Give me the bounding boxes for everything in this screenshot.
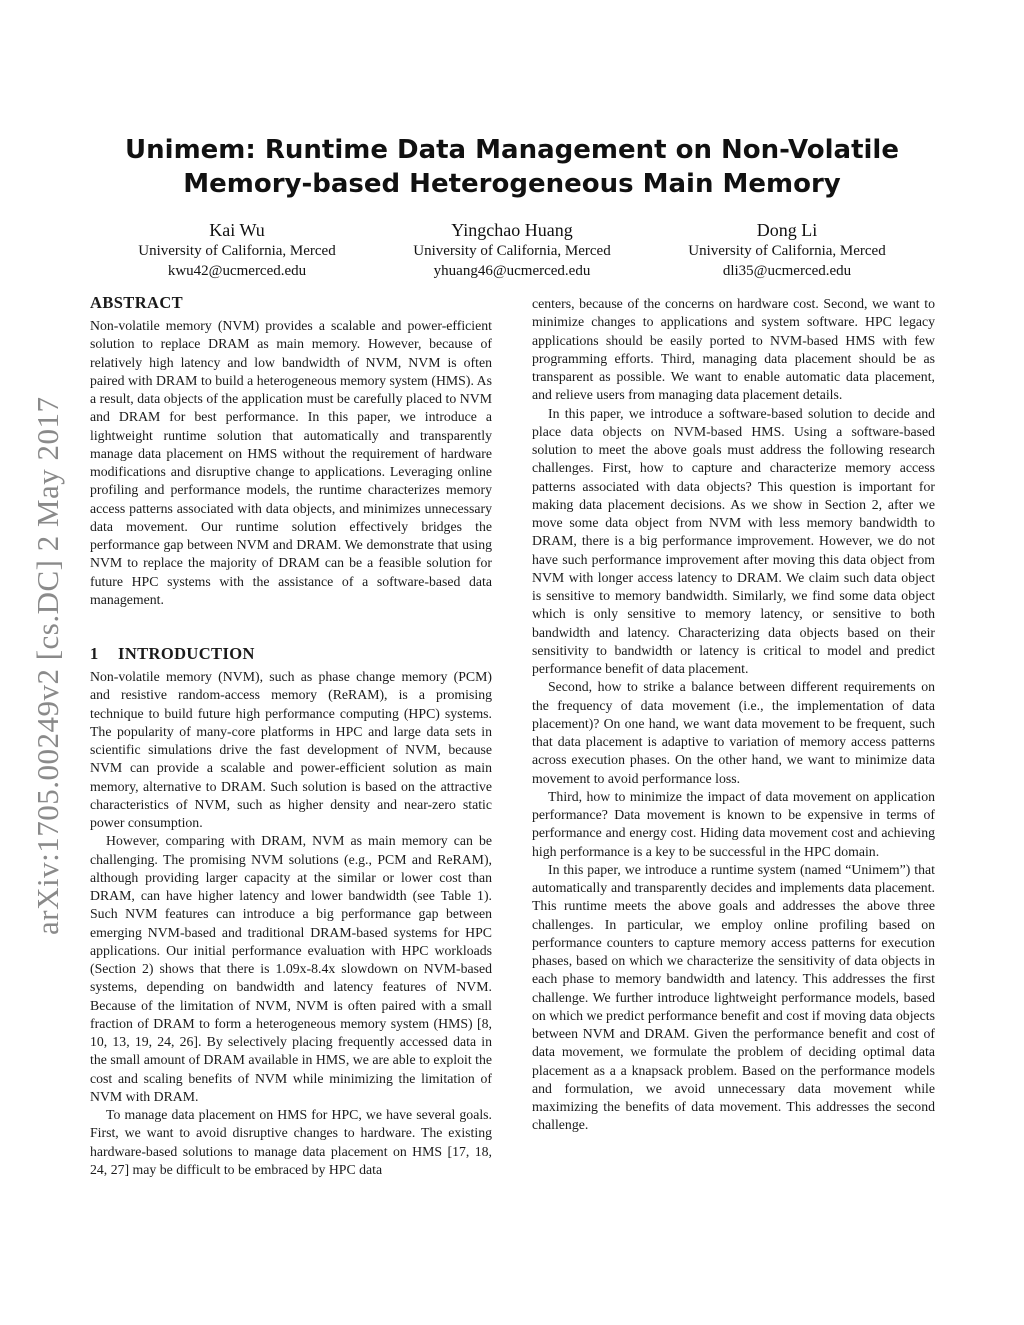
author-name: Dong Li xyxy=(756,220,818,240)
author-affiliation: University of California, Merced xyxy=(413,243,611,259)
author-affiliation: University of California, Merced xyxy=(688,243,886,259)
right-column xyxy=(532,295,935,1135)
title-line-2: Memory-based Heterogeneous Main Memory xyxy=(183,169,841,199)
author-name: Kai Wu xyxy=(209,220,265,240)
intro-paragraph-7: In this paper, we introduce a runtime system (named “Unimem”) that automatically and transparently decides and implements data placement. This runtime meets the above goals and addresses the above three challenges. In particular, we employ online profiling based on performance counters to capture memory access patterns for execution phases, based on which we characterize the sensitivity of data objects in each phase to memory bandwidth and latency. This addresses the first challenge. We further introduce lightweight performance models, based on which we predict performance benefit and cost if moving data objects between NVM and DRAM. Given the performance benefit and cost of data movement, we formulate the problem of deciding optimal data placement as a a knapsack problem. Based on the performance models and formulation, we avoid unnecessary data movement while maximizing the benefits of data movement. This addresses the second challenge. xyxy=(532,861,935,1133)
author-name: Yingchao Huang xyxy=(451,220,573,240)
author-email: yhuang46@ucmerced.edu xyxy=(433,263,591,279)
arxiv-stamp: arXiv:1705.00249v2 [cs.DC] 2 May 2017 xyxy=(30,396,65,935)
intro-paragraph-continued: centers, because of the concerns on hardware cost. Second, we want to minimize changes to applications and system software. HPC legacy applications should be easily ported to NVM-based HMS with few programming efforts. Third, managing data placement should be as transparent as possible. We want to enable automatic data placement, and relieve users from managing data placement details. xyxy=(532,296,935,403)
abstract-heading: ABSTRACT xyxy=(90,293,184,312)
title-line-1: Unimem: Runtime Data Management on Non-Volatile xyxy=(125,135,899,165)
intro-paragraph-4: In this paper, we introduce a software-based solution to decide and place data objects on NVM-based HMS. Using a software-based solution to meet the above goals must address the following research challenges. First, how to capture and characterize memory access patterns associated with data objects? This question is important for making data placement decisions. As we show in Section 2, after we move some data object from NVM with less memory bandwidth to DRAM, there is a big performance improvement. However, we do not have such performance improvement after moving this data object from NVM with longer access latency to DRAM. We claim such data object is sensitive to memory bandwidth. Similarly, we find some data object which is only sensitive to memory latency, or sensitive to both bandwidth and latency. Characterizing data objects based on their sensitivity to bandwidth or latency is critical to model and predict performance benefit of data placement. xyxy=(532,405,935,676)
intro-paragraph-2: However, comparing with DRAM, NVM as main memory can be challenging. The promising NVM solutions (e.g., PCM and ReRAM), although providing larger capacity at the similar or lower cost than DRAM, can have higher latency and lower bandwidth (see Table 1). Such NVM features can introduce a big performance gap between emerging NVM-based and traditional DRAM-based systems for HPC applications. Our initial performance evaluation with HPC workloads (Section 2) shows that there is 1.09x-8.4x slowdown on NVM-based systems, depending on bandwidth and latency features of NVM. Because of the limitation of NVM, NVM is often paired with a small fraction of DRAM to form a heterogeneous memory system (HMS) [8, 10, 13, 19, 24, 26]. By selectively placing frequently accessed data in the small amount of DRAM available in HMS, we are able to exploit the cost and scaling benefits of NVM while minimizing the limitation of NVM with DRAM. xyxy=(90,833,492,1104)
author-affiliation: University of California, Merced xyxy=(138,243,336,259)
author-email: dli35@ucmerced.edu xyxy=(722,263,852,279)
abstract-text: Non-volatile memory (NVM) provides a scalable and power-efficient solution to replace DRAM as main memory. However, because of relatively high latency and low bandwidth of NVM, NVM is often paired with DRAM to build a heterogeneous memory system (HMS). As a result, data objects of the application must be carefully placed to NVM and DRAM for best performance. In this paper, we introduce a lightweight runtime solution that automatically and transparently manage data placement on HMS without the requirement of hardware modifications and disruptive change to applications. Leveraging online profiling and performance models, the runtime characterizes memory access patterns associated with data objects, and minimizes unnecessary data movement. Our runtime solution effectively bridges the performance gap between NVM and DRAM. We demonstrate that using NVM to replace the majority of DRAM can be a feasible solution for future HPC systems with the assistance of a software-based data management. xyxy=(90,318,492,607)
author-2 xyxy=(382,219,642,281)
author-1 xyxy=(107,219,367,281)
section-number: 1 xyxy=(90,644,99,663)
intro-paragraph-1: Non-volatile memory (NVM), such as phase change memory (PCM) and resistive random-access memory (ReRAM), is a promising technique to build future high performance computing (HPC) systems. The popularity of many-core platforms in HPC and large data sets in scientific simulations drive the fast development of NVM, because NVM can provide a scalable and power-efficient solution as main memory, alternative to DRAM. Such solution is based on the attractive characteristics of NVM, such as higher density and near-zero static power consumption. xyxy=(90,669,492,830)
intro-paragraph-6: Third, how to minimize the impact of data movement on application performance? Data movement is known to be expensive in terms of performance and energy cost. Hiding data movement cost and achieving high performance is a key to be successful in the HPC domain. xyxy=(532,788,935,859)
left-column xyxy=(90,292,492,1179)
section-title: INTRODUCTION xyxy=(118,644,255,663)
introduction-heading xyxy=(90,643,492,665)
author-block xyxy=(90,219,934,285)
author-email: kwu42@ucmerced.edu xyxy=(167,263,307,279)
author-3 xyxy=(657,219,917,281)
intro-paragraph-3: To manage data placement on HMS for HPC, we have several goals. First, we want to avoid disruptive changes to hardware. The existing hardware-based solutions to manage data placement on HMS [17, 18, 24, 27] may be difficult to be embraced by HPC data xyxy=(90,1107,492,1177)
intro-paragraph-5: Second, how to strike a balance between different requirements on the frequency of data movement (i.e., the implementation of data placement)? On one hand, we want data movement to be frequent, such that data placement is adaptive to variation of memory access patterns across execution phases. On the other hand, we want to minimize data movement to avoid performance loss. xyxy=(532,679,935,786)
paper-title xyxy=(90,133,934,201)
